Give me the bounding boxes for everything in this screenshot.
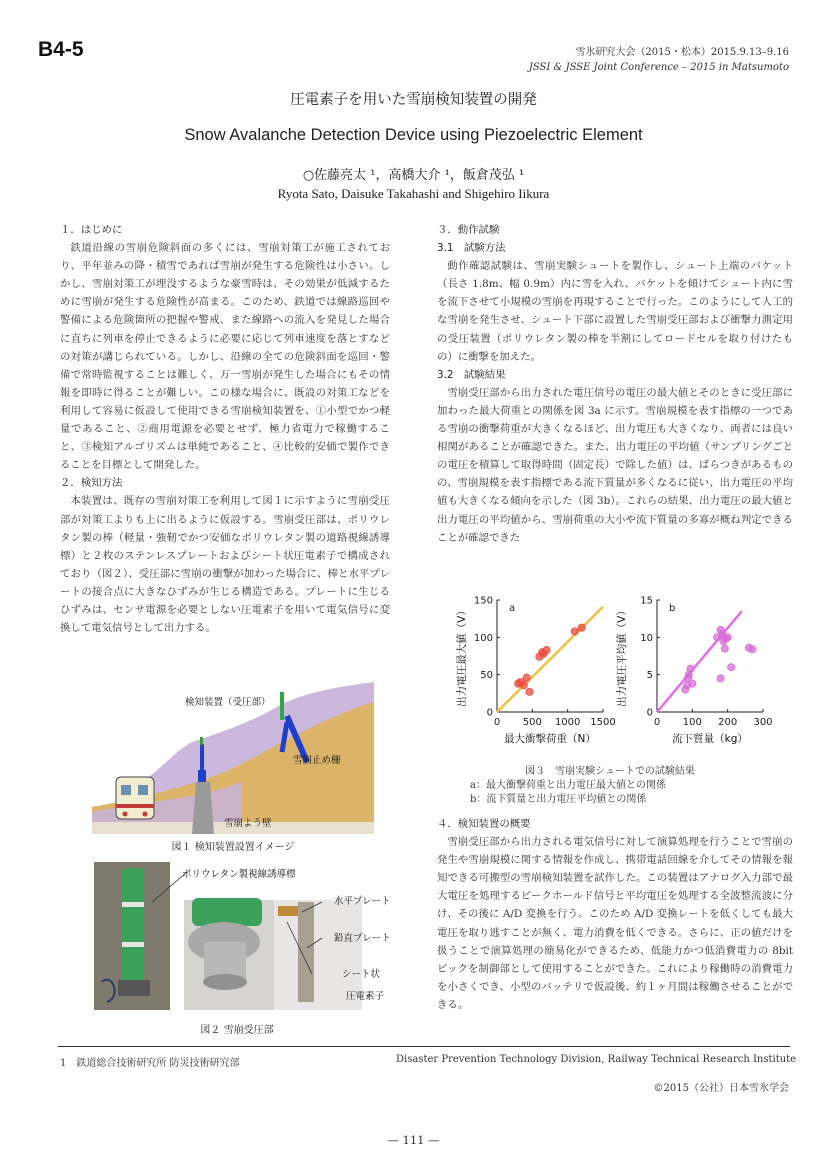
- y-tick-label: 150: [473, 595, 493, 607]
- fig2-label-vplate: 鉛直プレート: [334, 933, 391, 944]
- x-tick-label: 500: [522, 717, 542, 728]
- data-point: [520, 682, 527, 689]
- conference-jp: 雪氷研究大会（2015・松本）2015.9.13–9.16: [575, 47, 789, 58]
- fig2-label-hplate: 水平プレート: [334, 896, 391, 907]
- copyright: ©2015（公社）日本雪氷学会: [653, 1083, 789, 1094]
- figure-2-caption: 図２ 雪崩受圧部: [200, 1025, 274, 1036]
- x-tick-label: 1500: [590, 717, 616, 728]
- right-column-bottom: [437, 815, 793, 1014]
- data-point: [543, 646, 550, 653]
- data-point: [721, 645, 728, 652]
- chart-a: [455, 596, 616, 746]
- data-point: [717, 675, 724, 682]
- x-tick-label: 100: [682, 717, 702, 728]
- section-1-title: １．はじめに: [60, 224, 123, 236]
- footnote-en: Disaster Prevention Technology Division, Railway Technical Research Institute: [396, 1054, 797, 1065]
- data-point: [728, 664, 735, 671]
- fit-line: [657, 611, 742, 712]
- section-3-1-text: 動作確認試験は、雪崩実験シュートを製作し、シュート上端のバケット（長さ 1.8m、幅 0.9m）内に雪を入れ、バケットを傾けてシュート内に雪を流下させて小規模の雪崩を再現することで行った。このようにして人工的な雪崩を発生させ、シュート下部に設置した雪崩受圧部および衝撃力測定用の受圧装置（ポリウレタン製の棒を半割にしてロードセルを取り付けたもの）に衝撃を加えた。: [437, 260, 793, 363]
- y-tick-label: 50: [480, 670, 493, 682]
- footnote-jp: 1 鉄道総合技術研究所 防災技術研究部: [60, 1058, 240, 1069]
- y-tick-label: 0: [486, 707, 493, 719]
- fig3-caption-main: 図３ 雪崩実験シュートでの試験結果: [525, 766, 695, 777]
- authors-jp: ○佐藤亮太 ¹，高橋大介 ¹，飯倉茂弘 ¹: [302, 168, 525, 183]
- conference-en: JSSI & JSSE Joint Conference – 2015 in Matsumoto: [528, 62, 789, 73]
- data-point: [749, 646, 756, 653]
- fig3-caption-b: b：流下質量と出力電圧平均値との関係: [470, 794, 647, 805]
- data-point: [526, 688, 533, 695]
- section-4-title: ４．検知装置の概要: [437, 818, 531, 830]
- section-1-text: 鉄道沿線の雪崩危険斜面の多くには、雪崩対策工が施工されており、平年並みの降・積雪であれば雪崩が発生する危険性は小さい。しかし、雪崩対策工が埋没するような豪雪時は、その効果が低減するために雪崩が発生する危険性が高まる。このため、鉄道では線路巡回や警備による危険箇所の把握や警戒、また線路への流入を発見した場合に直ちに列車を停止できるように必要に応じて列車速度を落とすなどの対策が講じられている。しかし、沿線の全ての危険斜面を巡回・警備で常時監視することは難しく、万一雪崩が発生した場合にもその情報を即時に得ることが難しい。この様な場合に、既設の対策工などを利用して容易に仮設して使用できる雪崩検知装置を、①小型でかつ軽量であること、②商用電源を必要とせず、極力省電力で稼働すること、③検知アルゴリズムは単純であること、④比較的安価で製作できることを目標として開発した。: [60, 242, 390, 472]
- fig1-label-device: 検知装置（受圧部）: [185, 697, 271, 708]
- x-tick-label: 0: [653, 717, 661, 728]
- title-jp: 圧電素子を用いた雪崩検知装置の開発: [290, 92, 537, 108]
- panel-label: a: [509, 603, 516, 614]
- section-3-2-title: 3.2 試験結果: [437, 368, 506, 381]
- fig1-label-wall: 雪崩よう壁: [224, 818, 272, 829]
- x-tick-label: 1000: [554, 717, 581, 728]
- section-2-text: 本装置は、既存の雪崩対策工を利用して図１に示すように雪崩受圧部が対策工よりも上に出るように仮設する。雪崩受圧部は、ポリウレタン製の棒（軽量・強靭でかつ安価なポリウレタン製の道路視線誘導標）と２枚のステンレスプレートおよびシート状圧電素子で構成されており（図２）、受圧部に雪崩の衝撃が加わった場合に、棒と水平プレートの接合点に大きなひずみが生じる構造である。プレートに生じるひずみは、センサ電源を必要としない圧電素子を用いて電気信号に変換して電気信号として出力する。: [60, 495, 390, 635]
- data-point: [689, 680, 696, 687]
- paper-code: B4-5: [38, 38, 84, 61]
- panel-label: b: [669, 603, 676, 614]
- left-column: [60, 221, 390, 637]
- fig2-label-sheet-2: 圧電素子: [346, 991, 385, 1002]
- x-tick-label: 300: [753, 717, 773, 728]
- data-point: [578, 624, 585, 631]
- y-tick-label: 10: [640, 632, 653, 644]
- data-point: [571, 628, 578, 635]
- y-axis-label: 出力電圧最大値（V）: [456, 605, 468, 707]
- x-axis-label: 最大衝撃荷重（N）: [504, 733, 596, 745]
- authors-en: Ryota Sato, Daisuke Takahashi and Shigehiro Iikura: [277, 186, 550, 201]
- section-2-title: ２．検知方法: [60, 477, 123, 490]
- figure-3-charts: [445, 592, 785, 757]
- fig2-label-pole: ポリウレタン製視線誘導標: [182, 869, 296, 880]
- fig2-label-sheet-1: シート状: [342, 969, 381, 980]
- y-axis-label: 出力電圧平均値（V）: [616, 605, 628, 707]
- right-column-top: [437, 221, 793, 547]
- figure-3-caption: [470, 765, 790, 807]
- data-point: [687, 665, 694, 672]
- x-tick-label: 0: [493, 717, 501, 728]
- fig1-label-fence: 雪崩止め柵: [293, 755, 341, 766]
- y-tick-label: 100: [473, 632, 493, 644]
- fit-line: [497, 607, 603, 712]
- section-3-1-title: 3.1 試験方法: [437, 242, 506, 255]
- x-axis-label: 流下質量（kg）: [672, 733, 748, 745]
- title-en: Snow Avalanche Detection Device using Piezoelectric Element: [184, 126, 643, 144]
- y-tick-label: 5: [646, 670, 653, 682]
- page-number: — 111 —: [387, 1133, 440, 1147]
- section-3-2-text: 雪崩受圧部から出力された電圧信号の電圧の最大値とそのときに受圧部に加わった最大荷重との関係を図 3a に示す。雪崩規模を表す指標の一つである雪崩の衝撃荷重が大きくなるほど、出力電圧も大きくなり、両者には良い相関があることが確認できた。また、出力電圧の平均値（サンプリングごとの電圧を積算して取得時間（固定長）で除した値）は、ばらつきがあるものの、雪崩規模を表す指標である流下質量が多くなるに従い、出力電圧の平均値も大きくなる傾向を示した（図 3b）。これらの結果、出力電圧の最大値と出力電圧の平均値から、雪崩荷重の大小や流下質量の多寡が概ね判定できることが確認できた: [437, 386, 793, 544]
- footer-rule: [58, 1046, 790, 1047]
- y-tick-label: 15: [640, 595, 653, 607]
- data-point: [724, 634, 731, 641]
- x-tick-label: 200: [718, 717, 738, 728]
- fig3-caption-a: a：最大衝撃荷重と出力電圧最大値との関係: [470, 780, 666, 791]
- section-3-title: ３．動作試験: [437, 224, 500, 236]
- data-point: [523, 674, 530, 681]
- figure-1-caption: 図１ 検知装置設置イメージ: [171, 842, 295, 853]
- chart-b: [615, 596, 773, 746]
- section-4-text: 雪崩受圧部から出力される電気信号に対して演算処理を行うことで雪崩の発生や雪崩規模に関する情報を作成し、携帯電話回線を介してその情報を報知できる可搬型の雪崩検知装置を試作した。この装置はアナログ入力部で最大電圧を処理するピークホールド信号と平均電圧を処理する全波整流波に分け、その後に A/D 変換を行う。このため A/D 変換レートを低くしても最大電圧を取り逃すことが無く、電力消費を低くできる。さらに、正の値だけを扱うことで演算処理の簡易化ができるため、低能力かつ低消費電力の 8bit ピックを制御部として使用することができた。これにより稼働時の消費電力を小さくでき、小型のバッテリで仮設後、約１ヶ月間は稼働させることができる。: [437, 836, 793, 1011]
- y-tick-label: 0: [646, 707, 653, 719]
